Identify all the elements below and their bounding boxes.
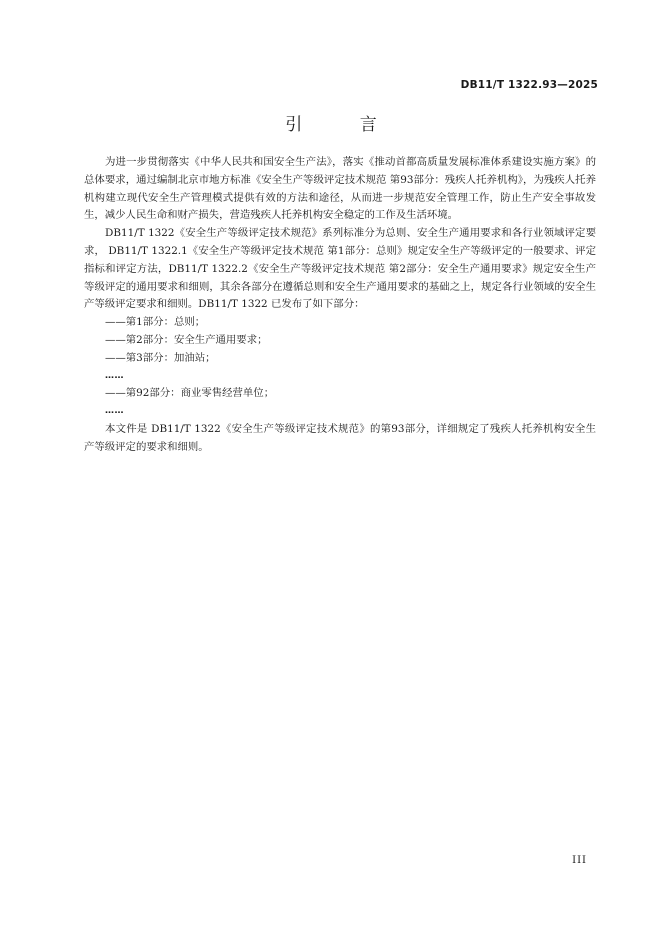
intro-paragraph-1: 为进一步贯彻落实《中华人民共和国安全生产法》，落实《推动首都高质量发展标准体系建设实施方案》的总体要求，通过编制北京市地方标准《安全生产等级评定技术规范 第93部分：残疾人托养机构》，为残疾人托养机构建立现代安全生产管理模式提供有效的方法和途径，从而进一步规范安全管理工作，防止生产安全事故发生，减少人民生命和财产损失，营造残疾人托养机构安全稳定的工作及生活环境。 [84,156,596,222]
standard-code: DB11/T 1322.93—2025 [460,79,598,91]
part-list-item-2: ——第2部分：安全生产通用要求； [105,333,268,346]
part-list-item-1: ——第1部分：总则； [105,316,206,329]
part-list-item-92: ——第92部分：商业零售经营单位； [105,387,275,400]
closing-paragraph: 本文件是 DB11/T 1322《安全生产等级评定技术规范》的第93部分，详细规定了残疾人托养机构安全生产等级评定的要求和细则。 [84,422,596,453]
part-list-ellipsis-1: …… [105,370,124,381]
intro-paragraph-2: DB11/T 1322《安全生产等级评定技术规范》系列标准分为总则、安全生产通用要求和各行业领域评定要求， DB11/T 1322.1《安全生产等级评定技术规范 第1部分：总则》规定安全生产等级评定的一般要求、评定指标和评定方法，DB11/T 1322.2《安全生产等级评定技术规范 第2部分：安全生产通用要求》规定安全生产等级评定的通用要求和细则，其余各部分在遵循总则和安全生产通用要求的基础之上，规定各行业领域的安全生产等级评定要求和细则。DB11/T 1322 已发布了如下部分： [84,227,596,311]
part-list-item-3: ——第3部分：加油站； [105,351,216,364]
page-title: 引 言 [285,115,403,135]
page-number: III [572,855,587,866]
part-list-ellipsis-2: …… [105,406,124,417]
introduction-body [84,154,596,457]
